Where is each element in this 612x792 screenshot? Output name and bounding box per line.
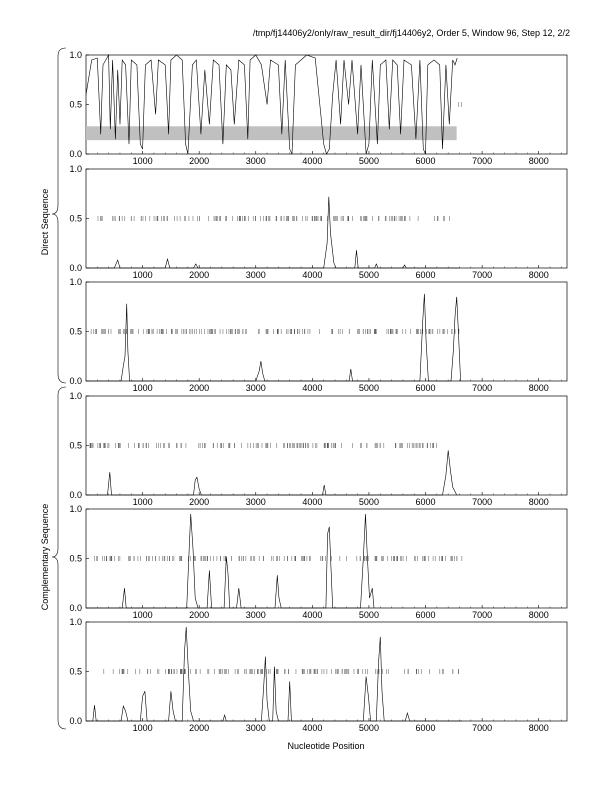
y-tick-label: 1.0 (69, 617, 82, 627)
panels-group (69, 50, 567, 733)
series-line (86, 294, 461, 381)
x-tick-label: 1000 (132, 497, 153, 507)
x-tick-label: 2000 (189, 156, 210, 166)
x-tick-label: 2000 (189, 723, 210, 733)
y-tick-label: 0.5 (69, 99, 82, 110)
x-tick-label: 5000 (358, 497, 379, 507)
x-tick-label: 2000 (189, 610, 210, 620)
x-tick-label: 6000 (415, 383, 436, 393)
y-tick-label: 1.0 (69, 391, 82, 401)
x-tick-label: 7000 (472, 270, 493, 280)
panel-frame (86, 396, 567, 495)
x-tick-label: 7000 (472, 497, 493, 507)
y-tick-label: 0.5 (69, 440, 82, 451)
x-tick-label: 6000 (415, 270, 436, 280)
x-tick-label: 1000 (132, 610, 153, 620)
panel-direct-frame-2 (69, 277, 567, 393)
series-line (86, 450, 457, 495)
series-line (86, 627, 462, 721)
y-tick-label: 0.0 (69, 490, 82, 500)
x-tick-label: 5000 (358, 383, 379, 393)
panel-frame (86, 282, 567, 381)
y-tick-label: 0.5 (69, 326, 82, 337)
x-tick-label: 4000 (302, 383, 323, 393)
x-tick-label: 8000 (528, 610, 549, 620)
x-tick-label: 4000 (302, 610, 323, 620)
x-tick-label: 6000 (415, 156, 436, 166)
group-brackets (52, 48, 66, 729)
x-tick-label: 3000 (245, 270, 266, 280)
y-tick-label: 0.5 (69, 666, 82, 677)
y-tick-label: 1.0 (69, 504, 82, 514)
x-tick-label: 4000 (302, 156, 323, 166)
y-tick-label: 1.0 (69, 164, 82, 174)
x-tick-label: 8000 (528, 497, 549, 507)
x-tick-label: 4000 (302, 497, 323, 507)
x-tick-label: 4000 (302, 270, 323, 280)
x-tick-label: 7000 (472, 383, 493, 393)
x-tick-label: 7000 (472, 723, 493, 733)
panel-direct-frame-1 (69, 164, 567, 280)
x-tick-label: 8000 (528, 270, 549, 280)
x-axis-title: Nucleotide Position (287, 741, 365, 751)
panel-frame (86, 622, 567, 721)
x-tick-label: 6000 (415, 610, 436, 620)
x-tick-label: 8000 (528, 156, 549, 166)
panel-complementary-frame-3 (69, 617, 567, 733)
x-tick-label: 5000 (358, 610, 379, 620)
direct-sequence-label: Direct Sequence (40, 188, 50, 256)
panel-overall (69, 50, 567, 166)
x-tick-label: 3000 (245, 156, 266, 166)
series-line (86, 197, 460, 268)
y-tick-label: 1.0 (69, 50, 82, 60)
y-tick-label: 0.5 (69, 213, 82, 224)
direct-bracket (52, 48, 66, 383)
x-tick-label: 3000 (245, 610, 266, 620)
x-tick-label: 3000 (245, 723, 266, 733)
y-tick-label: 1.0 (69, 277, 82, 287)
x-tick-label: 8000 (528, 383, 549, 393)
x-tick-label: 1000 (132, 383, 153, 393)
panel-complementary-frame-1 (69, 391, 567, 507)
complementary-sequence-label: Complementary Sequence (40, 503, 50, 611)
y-tick-label: 0.0 (69, 149, 82, 159)
x-tick-label: 6000 (415, 497, 436, 507)
x-tick-label: 1000 (132, 270, 153, 280)
x-tick-label: 2000 (189, 383, 210, 393)
x-tick-label: 7000 (472, 610, 493, 620)
panel-complementary-frame-2 (69, 504, 567, 620)
x-tick-label: 2000 (189, 270, 210, 280)
x-tick-label: 5000 (358, 156, 379, 166)
x-tick-label: 3000 (245, 383, 266, 393)
x-tick-label: 3000 (245, 497, 266, 507)
x-tick-label: 5000 (358, 723, 379, 733)
y-tick-label: 0.5 (69, 553, 82, 564)
x-tick-label: 6000 (415, 723, 436, 733)
x-tick-label: 7000 (472, 156, 493, 166)
x-tick-label: 4000 (302, 723, 323, 733)
y-tick-label: 0.0 (69, 716, 82, 726)
complementary-bracket (52, 387, 66, 729)
y-tick-label: 0.0 (69, 376, 82, 386)
y-tick-label: 0.0 (69, 603, 82, 613)
page-title: /tmp/fj14406y2/only/raw_result_dir/fj14406y2, Order 5, Window 96, Step 12, 2/2 (252, 28, 570, 38)
x-tick-label: 5000 (358, 270, 379, 280)
y-tick-label: 0.0 (69, 263, 82, 273)
x-tick-label: 1000 (132, 723, 153, 733)
x-tick-label: 1000 (132, 156, 153, 166)
x-tick-label: 8000 (528, 723, 549, 733)
x-tick-label: 2000 (189, 497, 210, 507)
